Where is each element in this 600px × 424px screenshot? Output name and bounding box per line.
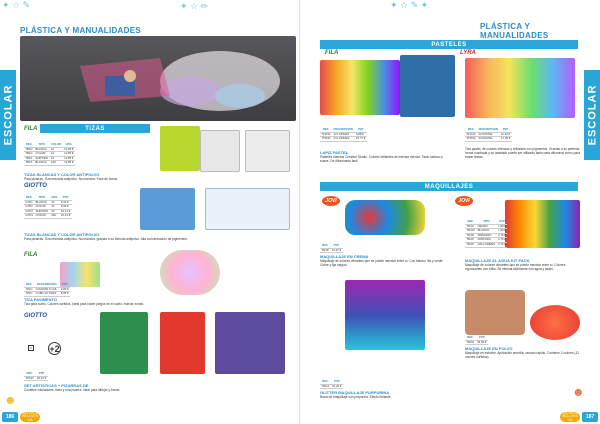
table-row: 7MG1 10,26 €	[321, 383, 342, 388]
monster-icon: ☻	[4, 393, 17, 407]
brand-jovi-logo: JOVI	[455, 196, 473, 206]
product-title: MAQUILLAJE EN CREMA	[320, 254, 369, 259]
table-maquillaje-crema: REF. TIPO PVP 7M1H NEGRO 1,88 € 7M1W BLANCO 1,93 € 7M1R PRIMARIO 2,76 € 7M1P FANTASÍA 2,76 € 7M1S HALLOWEEN 2,76 €	[466, 219, 506, 246]
table-pasteles-fila: REF. DESCRIPCIÓN PVP 7T2NG 12 LÁPICES 8,88 € 7T2NN 24 LÁPICES 15,77 €	[321, 127, 366, 141]
brand-jovi-logo: JOVI	[322, 196, 340, 206]
product-title: MAQUILLAJE EN POLVO	[465, 346, 513, 351]
table-row: 7P2C CUBO 20 TIZAS 8,95 €	[25, 291, 69, 296]
chalk-box-white-2	[245, 130, 290, 172]
chalk-photo	[20, 36, 296, 121]
product-description: Tiza pastel, de colores intensos y brillantes con pigmentos. Gracias a su perfecta forma cuadrada y su acabado puede ser utilizado tanto para difuminar como para trazar líneas.	[465, 147, 580, 160]
brand-lyra-logo: LYRA	[460, 50, 476, 56]
table-row: 7M1R PRIMARIO 2,76 €	[466, 232, 506, 237]
brand-giotto-logo: GIOTTO	[24, 183, 47, 189]
art-set-green	[100, 312, 148, 374]
table-maquillaje-polvo: REF. PVP 7M2G 29,99 €	[466, 335, 487, 344]
table-row: 7M1P 12,47 €	[321, 247, 342, 252]
product-title: SET ARTISTICAS + PIZARRAS DE	[24, 383, 89, 388]
makeup-water-kit	[505, 200, 580, 248]
table-row: G7P3 SURTIDO 10 10,21 €	[25, 208, 71, 213]
footer-badge: PRECIOS NO INCLUYEN IVA	[20, 410, 41, 422]
table-row: 7M1S HALLOWEEN 2,76 €	[466, 241, 506, 246]
giotto-chalk-box	[140, 188, 195, 230]
monster-icon: ☻	[572, 385, 585, 399]
table-tiza-pavimento: REF. DESCRIPCIÓN PVP 7P1G GIGANTE 6 COL. 2,80 € 7P2C CUBO 20 TIZAS 8,95 €	[25, 282, 69, 296]
table-row: G7P4 COLOR 100 10,21 €	[25, 213, 71, 218]
product-description: Maquillaje de colores vibrantes que se puede mezclar entre sí. Colores vigorizantes con brillo. Se elimina fácilmente con agua y jabón.	[465, 263, 566, 272]
table-row: 7M1P FANTASÍA 2,76 €	[466, 237, 506, 242]
product-description: Para pizarras. Tiza redonda antipolvo. No mancha, gracias a su fórmula antipolvo. Alta concentración de pigmentos.	[24, 237, 188, 241]
table-row: 7PA1T 18,44 €	[25, 375, 47, 380]
brand-fila-logo: FILA	[24, 126, 38, 132]
product-description: Tiza para suelo. Colores surtidos. Ideal para hacer juegos en el suelo, marcar zonas.	[24, 302, 144, 306]
table-row: 4T2NQ 24 PASTEL 17,95 €	[466, 136, 511, 141]
right-page	[300, 0, 600, 424]
pastel-box-fila-2	[400, 55, 455, 117]
product-title: LAPIZ PASTEL	[320, 150, 349, 155]
table-pinturas: REF. PVP 7PA1T 18,44 €	[25, 371, 47, 380]
table-row: 7T2NN 24 LÁPICES 15,77 €	[321, 136, 366, 141]
table-row: 7B1C COLOR 10 12,85 €	[25, 151, 74, 156]
side-tab-right: ESCOLAR	[584, 70, 600, 160]
pastel-box-fila	[320, 60, 400, 115]
table-row: G7P2 COLOR 10 9,99 €	[24, 205, 72, 210]
ce-icon: ⚠	[29, 346, 33, 350]
table-glitter: REF. PVP 7MG1 10,26 €	[321, 379, 342, 388]
side-tab-left: ESCOLAR	[0, 70, 16, 160]
brand-fila-logo: FILA	[325, 50, 339, 56]
table-tizas-giotto: REF. TIPO UDS. PVP G7P1 BLANCA 10 9,14 € G7P2 COLOR 10 9,99 € G7P3 SURTIDO 10 10,21 € G7P4 COLOR 100 10,21 €	[25, 195, 71, 218]
table-row: 7P1G GIGANTE 6 COL. 2,80 €	[25, 286, 69, 291]
table-row: 4T1NQ 12 PASTEL 11,22 €	[466, 131, 511, 136]
product-title: TIZA PAVIMENTO	[24, 297, 57, 302]
art-set-purple	[215, 312, 285, 374]
section-title: PLÁSTICA Y MANUALIDADES	[20, 26, 141, 35]
page-number: 186	[2, 412, 18, 422]
chalk-box-green	[160, 126, 200, 171]
footer-badge: PRECIOS NO INCLUYEN IVA	[560, 410, 581, 422]
pastel-box-lyra	[465, 58, 575, 118]
art-set-red	[160, 312, 205, 374]
product-description: Maquillaje de colores vibrantes que se puede mezclar entre sí. Con blanco, lila y verde. Cubre y fija cargos.	[320, 259, 444, 268]
glitter-makeup	[345, 280, 425, 350]
table-row: 7B1D BLANCA 10 13,25 €	[25, 146, 74, 151]
doodle-icon: ✦ ☆ ✎ ✦	[390, 0, 429, 10]
page-number: 187	[582, 412, 598, 422]
product-description: Para pizarras. Tiza redonda antipolvo. No mancha. Facil de borrar.	[24, 177, 118, 181]
product-description: Contiene rotuladores, tizas y una pizarra. Ideal para dibujar y borrar.	[24, 388, 121, 392]
table-maquillaje-1: REF. PVP 7M1P 12,47 €	[321, 243, 342, 252]
section-band-maquillajes: MAQUILLAJES	[320, 182, 578, 191]
giotto-chalk-box-2	[205, 188, 290, 230]
makeup-cream-pots	[345, 200, 425, 235]
product-description: Maquillaje en estuche. Aplicación sencilla, secado rápido. Contiene 3 colores (12 colores surtidos).	[465, 351, 580, 360]
product-title: TIZAS BLANCAS Y COLOR ANTIPOLVO	[24, 232, 100, 237]
brand-giotto-logo: GIOTTO	[24, 313, 47, 319]
table-tizas-fila: REF. TIPO COLOR UDS. 7B1D BLANCA 10 13,25 € 7B1C COLOR 10 12,85 € 7B1S SURTIDO 10 12,85 € 7B1X BLANCA 100 12,85 €	[25, 142, 74, 165]
product-title: TIZAS BLANCAS Y COLOR ANTIPOLVO	[24, 172, 100, 177]
table-row: 7B1S SURTIDO 10 12,85 €	[25, 155, 74, 160]
product-description: Pasteles blandos Creative Studio. Colores brillantes de intensa mezcla. Tacto sedoso y suave. De difuminado fácil.	[320, 155, 443, 164]
chalk-box-white	[200, 130, 240, 172]
section-band-pasteles: PASTELES	[320, 40, 578, 49]
doodle-icon: ✦ ☆ ✎	[2, 0, 31, 10]
chalk-bucket	[160, 250, 220, 295]
powder-makeup	[530, 305, 580, 340]
age-badge: +2	[49, 343, 60, 354]
section-title: PLÁSTICA Y MANUALIDADES	[480, 22, 549, 40]
product-title: GLITTER MAQUILLAJE PURPURINA	[320, 390, 390, 395]
product-description: Barra de maquillaje con purpurina. Efecto brillante.	[320, 395, 392, 399]
table-pasteles-lyra: REF. DESCRIPCIÓN PVP 4T1NQ 12 PASTEL 11,22 € 4T2NQ 24 PASTEL 17,95 €	[466, 127, 511, 141]
product-title: MAQUILLAJE AL AGUA KIT PACK	[465, 258, 530, 263]
table-row: 7M1H NEGRO 1,88 €	[466, 223, 506, 228]
table-row: G7P1 BLANCA 10 9,14 €	[24, 200, 72, 205]
section-band-tizas: TIZAS	[40, 124, 150, 133]
face-painting-photo	[465, 290, 525, 335]
table-row: 7M1W BLANCO 1,93 €	[466, 228, 506, 233]
doodle-icon: ✦ ☆ ✏	[180, 1, 209, 11]
table-row: 7M2G 29,99 €	[466, 339, 487, 344]
table-row: 7T2NG 12 LÁPICES 8,88 €	[320, 132, 367, 137]
brand-fila-logo: FILA	[24, 252, 38, 258]
table-row: 7B1X BLANCA 100 12,85 €	[25, 160, 74, 165]
